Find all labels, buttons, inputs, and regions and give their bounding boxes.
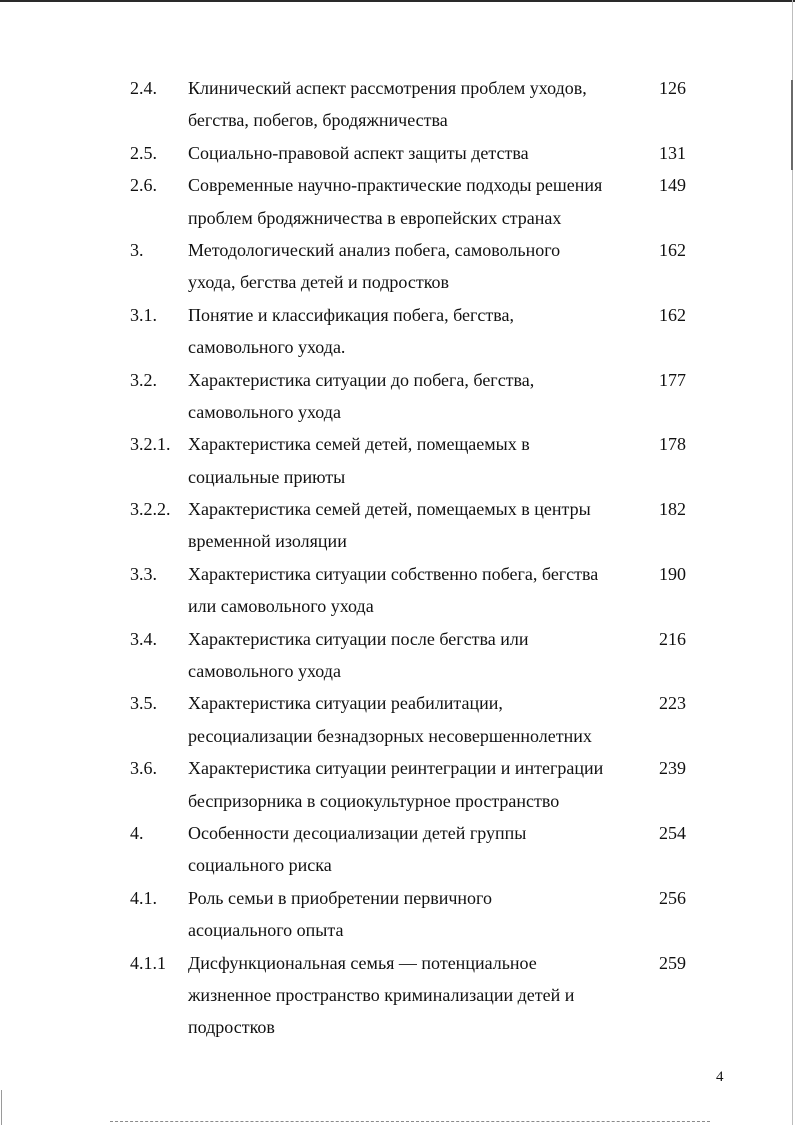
toc-entry-continuation-line xyxy=(0,396,795,428)
toc-entry-continuation-line xyxy=(0,590,795,622)
toc-entry xyxy=(0,752,795,817)
toc-entry-first-line xyxy=(0,428,795,460)
toc-entry-title-continuation: самовольного ухода xyxy=(188,661,341,682)
scan-edge-bottom xyxy=(110,1121,710,1123)
toc-entry xyxy=(0,882,795,947)
toc-entry-number: 3.2.1. xyxy=(130,434,171,455)
toc-entry-title: Клинический аспект рассмотрения проблем уходов, xyxy=(188,78,587,98)
toc-entry-title-continuation: асоциального опыта xyxy=(188,920,344,941)
toc-entry-page: 239 xyxy=(659,758,686,779)
toc-entry-title-continuation: самовольного ухода. xyxy=(188,337,346,358)
toc-entry-continuation-line xyxy=(0,104,795,136)
toc-entry-page: 126 xyxy=(659,78,686,98)
toc-entry-title: Характеристика семей детей, помещаемых в xyxy=(188,434,530,455)
toc-entry xyxy=(0,428,795,493)
toc-entry-page: 254 xyxy=(659,822,686,843)
toc-entry-first-line xyxy=(0,364,795,396)
toc-entry xyxy=(0,72,795,137)
toc-entry-page: 177 xyxy=(659,369,686,390)
toc-entry-title-continuation: бегства, побегов, бродяжничества xyxy=(188,110,448,131)
toc-entry-continuation-line xyxy=(0,525,795,557)
toc-entry-continuation-line xyxy=(0,720,795,752)
toc-entry-continuation-line xyxy=(0,1011,795,1043)
toc-entry-page: 223 xyxy=(659,693,686,714)
toc-entry-number: 2.4. xyxy=(130,78,157,98)
toc-entry-title: Характеристика ситуации после бегства или xyxy=(188,628,529,649)
toc-entry-first-line xyxy=(0,623,795,655)
toc-entry-first-line xyxy=(0,817,795,849)
toc-entry-title: Понятие и классификация побега, бегства, xyxy=(188,304,514,325)
toc-entry-first-line xyxy=(0,299,795,331)
toc-entry-continuation-line xyxy=(0,979,795,1011)
toc-entry xyxy=(0,493,795,558)
toc-entry-continuation-line xyxy=(0,202,795,234)
toc-entry-continuation-line xyxy=(0,655,795,687)
toc-entry-page: 162 xyxy=(659,304,686,325)
toc-entry-continuation-line xyxy=(0,849,795,881)
toc-entry-first-line xyxy=(0,687,795,719)
toc-entry-number: 3.4. xyxy=(130,628,157,649)
scan-edge-left xyxy=(1,1090,2,1125)
table-of-contents xyxy=(0,72,795,1044)
toc-entry-title: Методологический анализ побега, самовольного xyxy=(188,239,561,260)
toc-entry xyxy=(0,169,795,234)
toc-entry-title: Социально-правовой аспект защиты детства xyxy=(188,142,529,163)
toc-entry xyxy=(0,817,795,882)
toc-entry-continuation-line xyxy=(0,331,795,363)
toc-entry xyxy=(0,623,795,688)
toc-entry-number: 3.5. xyxy=(130,693,157,714)
toc-entry-number: 3.2. xyxy=(130,369,157,390)
toc-entry-title-continuation: временной изоляции xyxy=(188,531,347,552)
toc-entry-title-continuation: социального риска xyxy=(188,855,332,876)
toc-entry-first-line xyxy=(0,558,795,590)
toc-entry-first-line xyxy=(0,234,795,266)
toc-entry-first-line xyxy=(0,137,795,169)
toc-entry-title: Характеристика семей детей, помещаемых в центры xyxy=(188,499,591,520)
toc-entry-title-continuation: ухода, бегства детей и подростков xyxy=(188,272,450,293)
toc-entry-continuation-line xyxy=(0,266,795,298)
toc-entry-number: 4.1.1 xyxy=(130,952,166,973)
toc-entry-page: 149 xyxy=(659,175,686,196)
toc-entry xyxy=(0,364,795,429)
toc-entry-page: 259 xyxy=(659,952,686,973)
toc-entry xyxy=(0,947,795,1044)
toc-entry-number: 3.2.2. xyxy=(130,499,171,520)
toc-entry-title: Роль семьи в приобретении первичного xyxy=(188,887,492,908)
toc-entry-number: 4. xyxy=(130,822,144,843)
toc-entry-title-continuation: ресоциализации безнадзорных несовершеннолетних xyxy=(188,725,592,746)
toc-entry-continuation-line xyxy=(0,914,795,946)
toc-entry xyxy=(0,687,795,752)
toc-entry xyxy=(0,299,795,364)
toc-entry xyxy=(0,137,795,169)
toc-entry-title-continuation: жизненное пространство криминализации детей и xyxy=(188,984,575,1005)
toc-entry-title-continuation: беспризорника в социокультурное пространство xyxy=(188,790,560,811)
toc-entry-first-line xyxy=(0,169,795,201)
toc-entry-title: Характеристика ситуации реинтеграции и интеграции xyxy=(188,758,604,779)
toc-entry-number: 2.5. xyxy=(130,142,157,163)
toc-entry-title-continuation: проблем бродяжничества в европейских странах xyxy=(188,207,562,228)
toc-entry-title-continuation: или самовольного ухода xyxy=(188,596,374,617)
toc-entry-number: 4.1. xyxy=(130,887,157,908)
toc-entry-page: 190 xyxy=(659,563,686,584)
toc-entry-page: 162 xyxy=(659,239,686,260)
scan-edge-top xyxy=(0,0,795,2)
toc-entry-number: 3.6. xyxy=(130,758,157,779)
toc-entry-title: Особенности десоциализации детей группы xyxy=(188,822,527,843)
toc-entry-first-line xyxy=(0,493,795,525)
toc-entry-page: 216 xyxy=(659,628,686,649)
toc-entry-number: 3. xyxy=(130,239,144,260)
toc-entry-first-line xyxy=(0,882,795,914)
toc-entry-title: Современные научно-практические подходы решения xyxy=(188,175,603,196)
toc-entry-title: Характеристика ситуации реабилитации, xyxy=(188,693,503,714)
toc-entry-title-continuation: самовольного ухода xyxy=(188,401,341,422)
toc-entry-continuation-line xyxy=(0,785,795,817)
toc-entry-continuation-line xyxy=(0,461,795,493)
page-number: 4 xyxy=(716,1069,724,1085)
toc-entry-number: 3.1. xyxy=(130,304,157,325)
toc-entry-first-line xyxy=(0,752,795,784)
toc-entry-first-line xyxy=(0,72,795,104)
toc-entry-first-line xyxy=(0,947,795,979)
toc-entry xyxy=(0,558,795,623)
toc-entry-page: 256 xyxy=(659,887,686,908)
toc-entry-title: Характеристика ситуации собственно побега, бегства xyxy=(188,563,599,584)
toc-entry-number: 2.6. xyxy=(130,175,157,196)
toc-entry xyxy=(0,234,795,299)
toc-entry-page: 131 xyxy=(659,142,686,163)
toc-entry-title: Дисфункциональная семья — потенциальное xyxy=(188,952,537,973)
toc-entry-title: Характеристика ситуации до побега, бегства, xyxy=(188,369,535,390)
toc-entry-number: 3.3. xyxy=(130,563,157,584)
toc-entry-page: 178 xyxy=(659,434,686,455)
toc-entry-title-continuation: подростков xyxy=(188,1017,275,1038)
toc-entry-page: 182 xyxy=(659,499,686,520)
toc-entry-title-continuation: социальные приюты xyxy=(188,466,346,487)
